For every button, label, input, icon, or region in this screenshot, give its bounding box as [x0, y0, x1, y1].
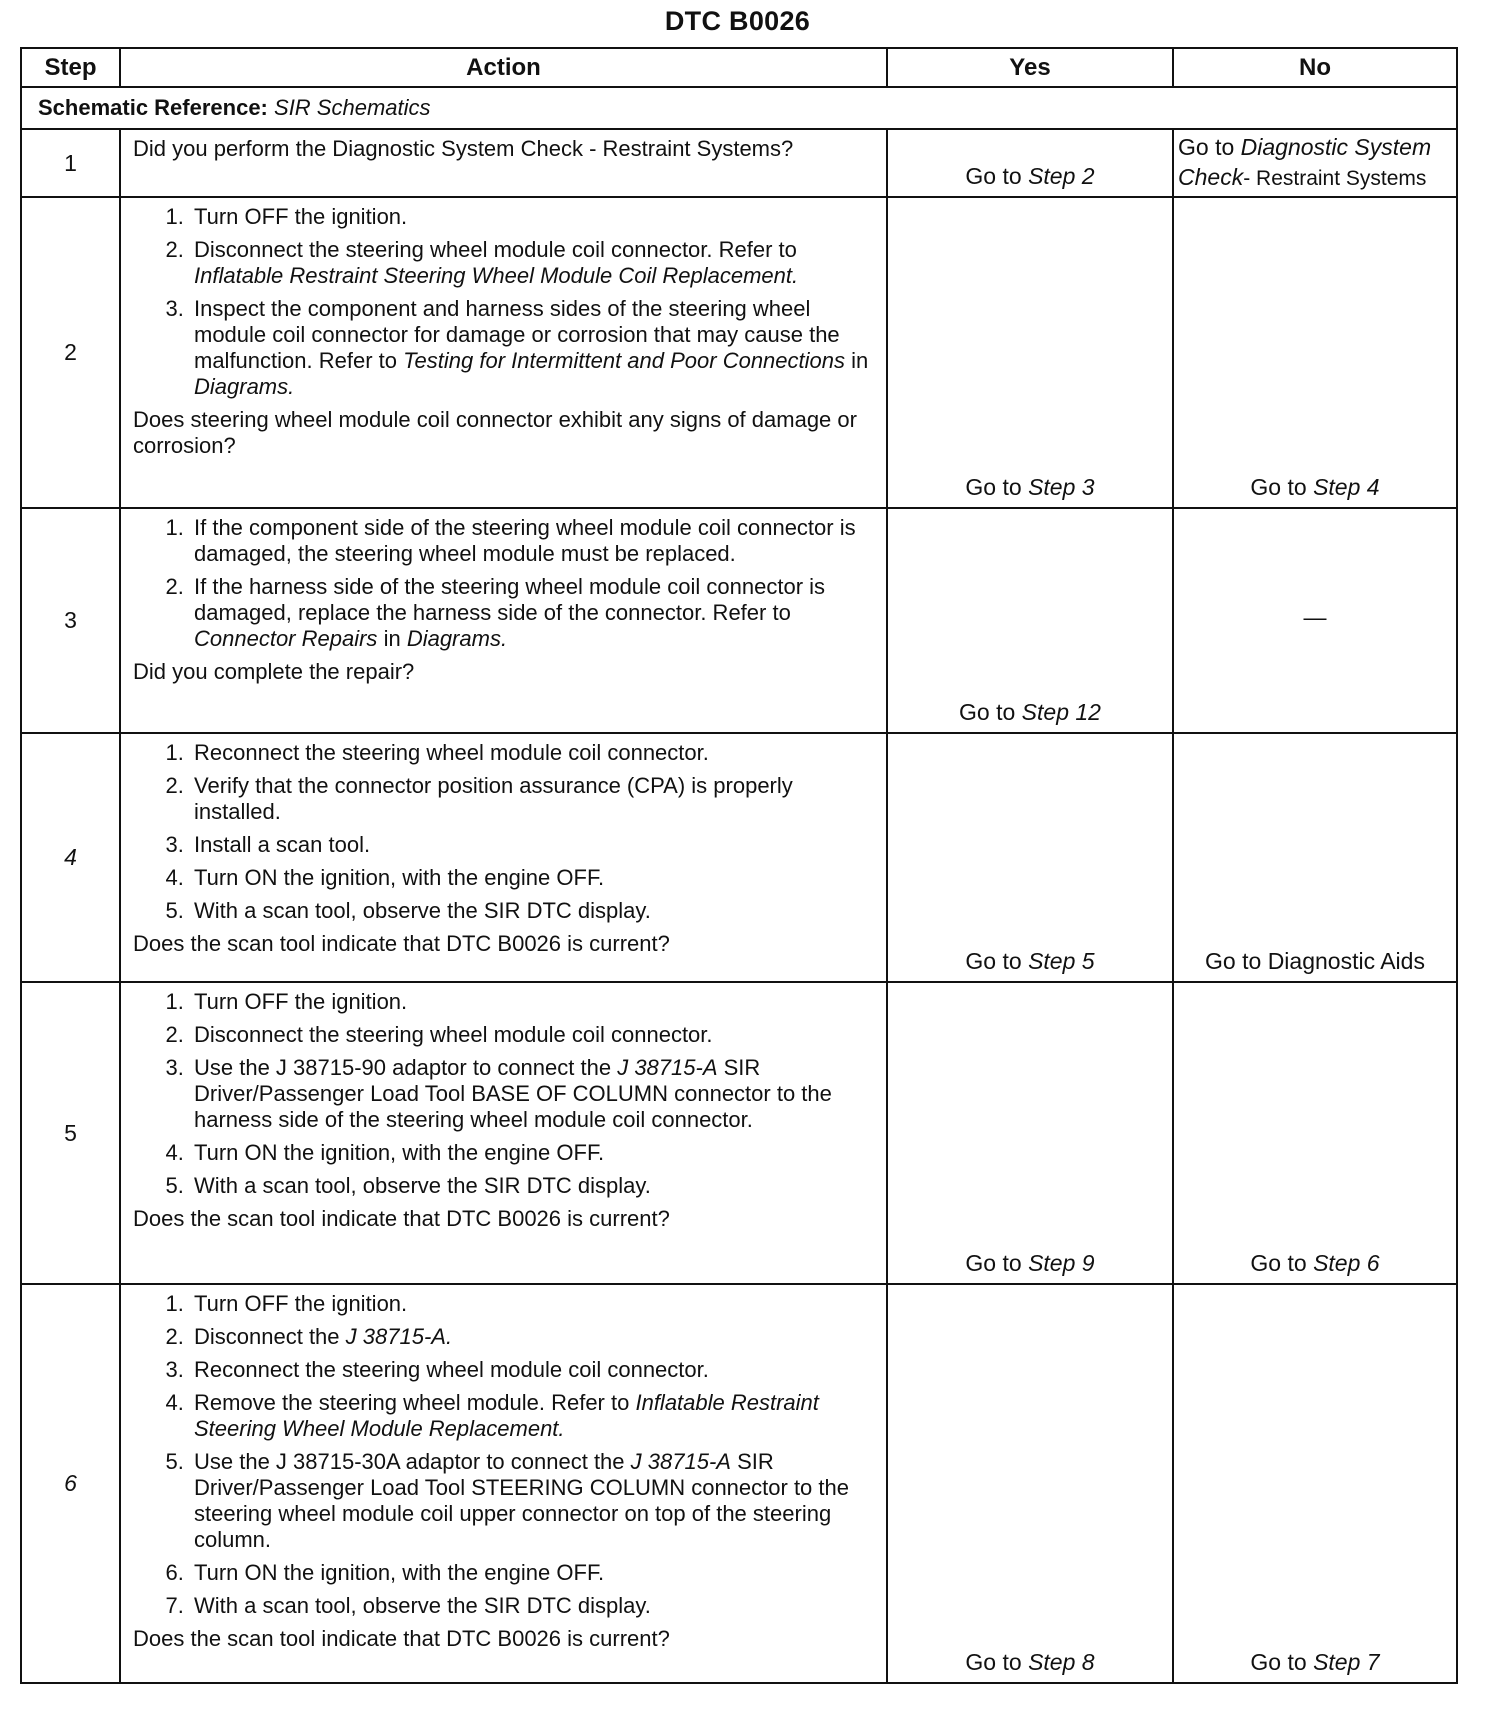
action-item: 1. Reconnect the steering wheel module coil connector. — [190, 740, 876, 766]
yes-step-ref: Step 9 — [1028, 1250, 1095, 1276]
action-item: 1. Turn OFF the ignition. — [190, 989, 876, 1015]
action-item: 2. Disconnect the steering wheel module coil connector. — [190, 1022, 876, 1048]
action-item: 2. Verify that the connector position assurance (CPA) is properly installed. — [190, 773, 876, 825]
no-step-ref: Step 4 — [1313, 474, 1380, 500]
step-question: Did you complete the repair? — [133, 659, 415, 684]
action-cell — [120, 197, 887, 508]
step-number: 1 — [21, 129, 120, 197]
no-result: Go to Step 7 — [1173, 1284, 1457, 1683]
no-result: — — [1173, 508, 1457, 733]
step-number: 5 — [21, 982, 120, 1284]
action-cell — [120, 982, 887, 1284]
table-row — [21, 982, 1457, 1284]
action-item: 3. Inspect the component and harness sides of the steering wheel module coil connector for damage or corrosion that may cause the malfunction. Refer to Testing for Intermittent and Poor Connections in Diagrams. — [190, 296, 876, 400]
action-cell — [120, 733, 887, 982]
no-result: Go to Step 4 — [1173, 197, 1457, 508]
table-row — [21, 197, 1457, 508]
action-item: 2. Disconnect the J 38715-A. — [190, 1324, 876, 1350]
document-title: DTC B0026 — [664, 6, 811, 36]
no-step-ref: Step 6 — [1313, 1250, 1380, 1276]
step-question: Did you perform the Diagnostic System Check - Restraint Systems? — [133, 136, 794, 161]
action-cell — [120, 1284, 887, 1683]
yes-result: Go to Step 9 — [887, 982, 1173, 1284]
action-item: 4. Turn ON the ignition, with the engine OFF. — [190, 1140, 876, 1166]
action-item: 1. Turn OFF the ignition. — [190, 1291, 876, 1317]
no-result: Go to Step 6 — [1173, 982, 1457, 1284]
action-list — [133, 515, 876, 652]
step-question: Does the scan tool indicate that DTC B0026 is current? — [133, 1626, 670, 1651]
step-number: 2 — [21, 197, 120, 508]
diagnostic-table — [20, 47, 1458, 1684]
action-item: 4. Turn ON the ignition, with the engine OFF. — [190, 865, 876, 891]
yes-step-ref: Step 12 — [1021, 699, 1101, 725]
action-cell — [120, 129, 887, 197]
no-result: Go to Diagnostic System Check- Restraint Systems — [1173, 129, 1457, 197]
schematic-label: Schematic Reference: — [38, 95, 268, 120]
action-item: 3. Use the J 38715-90 adaptor to connect the J 38715-A SIR Driver/Passenger Load Tool BASE OF COLUMN connector to the harness side of the steering wheel module coil connector. — [190, 1055, 876, 1133]
header-action: Action — [120, 48, 887, 87]
schematic-reference — [21, 87, 1457, 129]
action-item: 7. With a scan tool, observe the SIR DTC display. — [190, 1593, 876, 1619]
action-list — [133, 1291, 876, 1619]
action-cell — [120, 508, 887, 733]
schematic-reference-row — [21, 87, 1457, 129]
no-result: Go to Diagnostic Aids — [1173, 733, 1457, 982]
table-row — [21, 1284, 1457, 1683]
action-list — [133, 204, 876, 400]
table-row — [21, 733, 1457, 982]
header-yes: Yes — [887, 48, 1173, 87]
step-question: Does the scan tool indicate that DTC B0026 is current? — [133, 931, 670, 956]
action-item: 5. With a scan tool, observe the SIR DTC display. — [190, 898, 876, 924]
step-number: 3 — [21, 508, 120, 733]
action-list — [133, 740, 876, 924]
schematic-ref: SIR Schematics — [274, 95, 431, 120]
header-no: No — [1173, 48, 1457, 87]
action-item: 6. Turn ON the ignition, with the engine OFF. — [190, 1560, 876, 1586]
action-item: 2. If the harness side of the steering wheel module coil connector is damaged, replace the harness side of the connector. Refer to Connector Repairs in Diagrams. — [190, 574, 876, 652]
no-step-ref: Diagnostic System Check — [1178, 134, 1432, 190]
action-item: 1. If the component side of the steering wheel module coil connector is damaged, the steering wheel module must be replaced. — [190, 515, 876, 567]
action-list — [133, 989, 876, 1199]
step-number: 6 — [21, 1284, 120, 1683]
step-number: 4 — [21, 733, 120, 982]
yes-result: Go to Step 8 — [887, 1284, 1173, 1683]
yes-step-ref: Step 5 — [1028, 948, 1095, 974]
table-row — [21, 129, 1457, 197]
action-item: 5. Use the J 38715-30A adaptor to connect the J 38715-A SIR Driver/Passenger Load Tool STEERING COLUMN connector to the steering wheel module coil upper connector on top of the steering column. — [190, 1449, 876, 1553]
yes-step-ref: Step 8 — [1028, 1649, 1095, 1675]
yes-result: Go to Step 12 — [887, 508, 1173, 733]
action-item: 1. Turn OFF the ignition. — [190, 204, 876, 230]
yes-result: Go to Step 2 — [887, 129, 1173, 197]
action-item: 4. Remove the steering wheel module. Refer to Inflatable Restraint Steering Wheel Module Replacement. — [190, 1390, 876, 1442]
action-item: 5. With a scan tool, observe the SIR DTC display. — [190, 1173, 876, 1199]
action-item: 3. Install a scan tool. — [190, 832, 876, 858]
step-question: Does the scan tool indicate that DTC B0026 is current? — [133, 1206, 670, 1231]
yes-result: Go to Step 3 — [887, 197, 1173, 508]
table-header-row — [21, 48, 1457, 87]
action-item: 2. Disconnect the steering wheel module coil connector. Refer to Inflatable Restraint Steering Wheel Module Coil Replacement. — [190, 237, 876, 289]
yes-step-ref: Step 2 — [1028, 163, 1095, 189]
step-question: Does steering wheel module coil connector exhibit any signs of damage or corrosion? — [133, 407, 857, 458]
header-step: Step — [21, 48, 120, 87]
no-step-ref: Step 7 — [1313, 1649, 1380, 1675]
yes-step-ref: Step 3 — [1028, 474, 1095, 500]
action-item: 3. Reconnect the steering wheel module coil connector. — [190, 1357, 876, 1383]
table-row — [21, 508, 1457, 733]
yes-result: Go to Step 5 — [887, 733, 1173, 982]
